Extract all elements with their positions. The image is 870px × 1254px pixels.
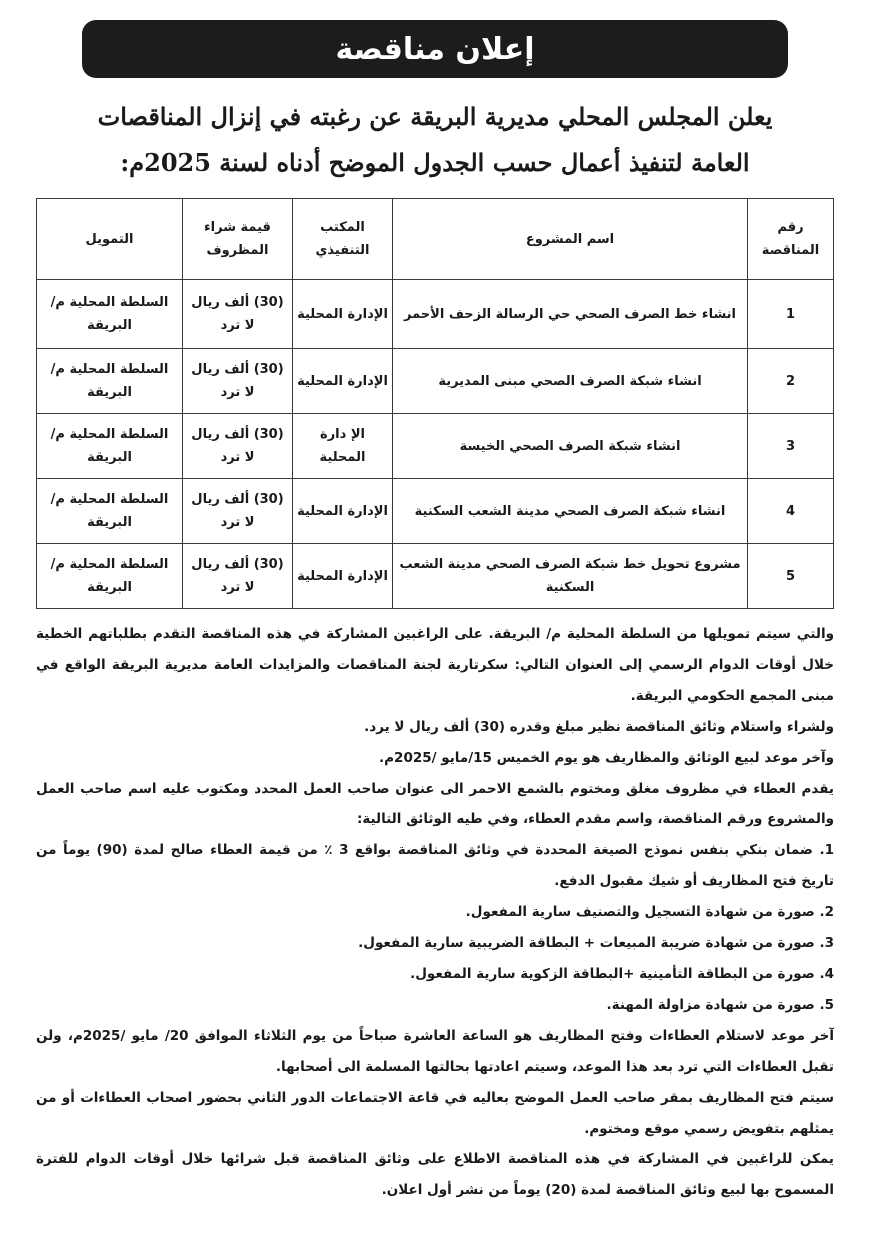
cell-envelope-price: (30) ألف ريال لا ترد bbox=[183, 414, 293, 479]
cell-project-name: انشاء شبكة الصرف الصحي مدينة الشعب السكنية bbox=[393, 479, 748, 544]
cell-funding: السلطة المحلية م/ البريقة bbox=[37, 479, 183, 544]
cell-funding: السلطة المحلية م/ البريقة bbox=[37, 280, 183, 349]
table-row bbox=[37, 479, 834, 544]
header-executive-office: المكتب التنفيذي bbox=[293, 199, 393, 280]
cell-project-name: انشاء خط الصرف الصحي حي الرسالة الزحف الأحمر bbox=[393, 280, 748, 349]
header-envelope-price: قيمة شراء المظروف bbox=[183, 199, 293, 280]
required-document-item: 4. صورة من البطاقة التأمينية +البطاقة الزكوية سارية المفعول. bbox=[410, 965, 834, 982]
announcement-body bbox=[36, 619, 834, 1206]
required-document-item: 2. صورة من شهادة التسجيل والتصنيف سارية المفعول. bbox=[465, 904, 834, 921]
table-header-row bbox=[37, 199, 834, 280]
cell-tender-number: 4 bbox=[748, 479, 834, 544]
envelope-instructions-paragraph: يقدم العطاء في مظروف مغلق ومختوم بالشمع الاحمر الى عنوان صاحب العمل المحدد ومكتوب عليه اسم صاحب العمل والمشروع ورقم المناقصة، واسم مقدم العطاء، وفي طيه الوثائق التالية: bbox=[36, 780, 834, 828]
required-document-item: 3. صورة من شهادة ضريبة المبيعات + البطاقة الضريبية سارية المفعول. bbox=[358, 935, 834, 952]
funding-and-submission-paragraph: والتي سيتم تمويلها من السلطة المحلية م/ البريقة. على الراغبين المشاركة في هذه المناقصة التقدم بطلباتهم الخطية خلال أوقات الدوام الرسمي إلى العنوان التالي: سكرتارية لجنة المناقصات والمزايدات العامة مديرية البريقة الواقع في مبنى المجمع الحكومي البريقة. bbox=[36, 626, 834, 704]
header-tender-number: رقم المناقصة bbox=[748, 199, 834, 280]
cell-executive-office: الإدارة المحلية bbox=[293, 280, 393, 349]
cell-project-name: انشاء شبكة الصرف الصحي الخيسة bbox=[393, 414, 748, 479]
cell-tender-number: 1 bbox=[748, 280, 834, 349]
header-funding: التمويل bbox=[37, 199, 183, 280]
tenders-table bbox=[36, 198, 834, 609]
cell-tender-number: 2 bbox=[748, 349, 834, 414]
intro-line-1: يعلن المجلس المحلي مديرية البريقة عن رغبته في إنزال المناقصات bbox=[97, 102, 773, 131]
cell-envelope-price: (30) ألف ريال لا ترد bbox=[183, 544, 293, 609]
cell-funding: السلطة المحلية م/ البريقة bbox=[37, 414, 183, 479]
documents-review-paragraph: يمكن للراغبين في المشاركة في هذه المناقصة الاطلاع على وثائق المناقصة قبل شرائها خلال أوقات الدوام للفترة المسموح بها لبيع وثائق المناقصة لمدة (20) يوماً من نشر أول اعلان. bbox=[36, 1151, 834, 1199]
cell-tender-number: 3 bbox=[748, 414, 834, 479]
intro-line-2: العامة لتنفيذ أعمال حسب الجدول الموضح أدناه لسنة 2025م: bbox=[120, 148, 750, 177]
table-row bbox=[37, 414, 834, 479]
cell-tender-number: 5 bbox=[748, 544, 834, 609]
cell-executive-office: الإدارة المحلية bbox=[293, 544, 393, 609]
cell-envelope-price: (30) ألف ريال لا ترد bbox=[183, 349, 293, 414]
bid-deadline-paragraph: آخر موعد لاستلام العطاءات وفتح المظاريف هو الساعة العاشرة صباحاً من يوم الثلاثاء الموافق 20/ مايو /2025م، ولن تقبل العطاءات التي ترد بعد هذا الموعد، وسيتم اعادتها بحالتها المسلمة الى أصحابها. bbox=[36, 1027, 834, 1075]
table-row bbox=[37, 349, 834, 414]
announcement-banner bbox=[82, 20, 788, 78]
header-project-name: اسم المشروع bbox=[393, 199, 748, 280]
cell-executive-office: الإ دارة المحلية bbox=[293, 414, 393, 479]
cell-executive-office: الإدارة المحلية bbox=[293, 479, 393, 544]
cell-project-name: انشاء شبكة الصرف الصحي مبنى المديرية bbox=[393, 349, 748, 414]
cell-funding: السلطة المحلية م/ البريقة bbox=[37, 349, 183, 414]
announcement-title: إعلان مناقصة bbox=[335, 31, 535, 67]
documents-price-paragraph: ولشراء واستلام وثائق المناقصة نظير مبلغ وقدره (30) ألف ريال لا يرد. bbox=[364, 718, 834, 735]
cell-project-name: مشروع تحويل خط شبكة الصرف الصحي مدينة الشعب السكنية bbox=[393, 544, 748, 609]
table-row bbox=[37, 280, 834, 349]
required-document-item: 5. صورة من شهادة مزاولة المهنة. bbox=[606, 996, 834, 1013]
bid-opening-paragraph: سيتم فتح المظاريف بمقر صاحب العمل الموضح بعاليه في قاعة الاجتماعات الدور الثاني بحضور اصحاب العطاءات أو من يمثلهم بتفويض رسمي موقع ومختوم. bbox=[36, 1089, 834, 1137]
cell-envelope-price: (30) ألف ريال لا ترد bbox=[183, 280, 293, 349]
sale-deadline-paragraph: وآخر موعد لبيع الوثائق والمظاريف هو يوم الخميس 15/مايو /2025م. bbox=[379, 749, 834, 766]
cell-funding: السلطة المحلية م/ البريقة bbox=[37, 544, 183, 609]
table-row bbox=[37, 544, 834, 609]
intro-heading bbox=[36, 94, 834, 186]
required-document-item: 1. ضمان بنكي بنفس نموذج الصيغة المحددة في وثائق المناقصة بواقع 3 ٪ من قيمة العطاء صالح لمدة (90) يوماً من تاريخ فتح المظاريف أو شيك مقبول الدفع. bbox=[36, 842, 835, 890]
cell-executive-office: الإدارة المحلية bbox=[293, 349, 393, 414]
cell-envelope-price: (30) ألف ريال لا ترد bbox=[183, 479, 293, 544]
